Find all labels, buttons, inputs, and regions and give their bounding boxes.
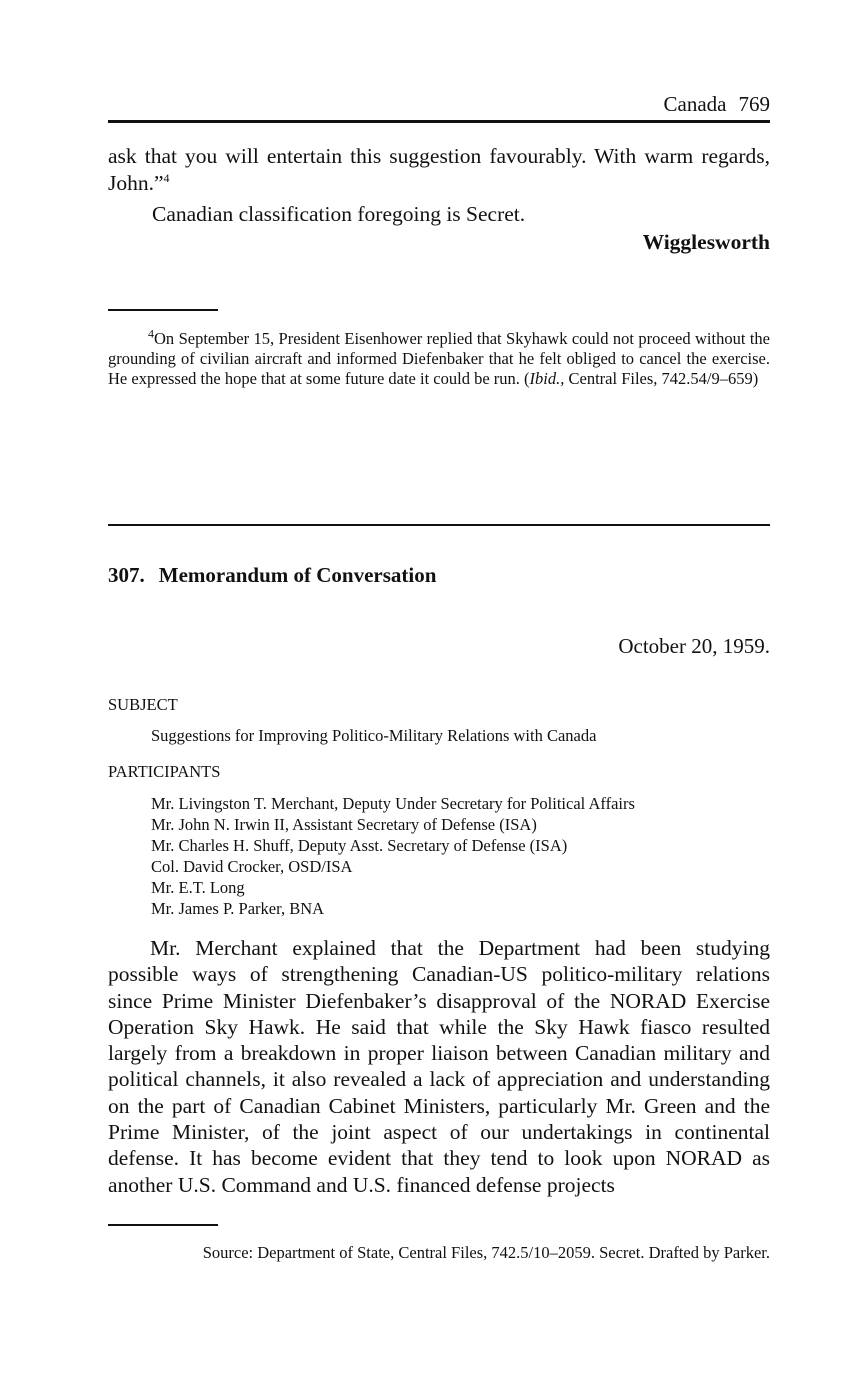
- footnote-marker: 4: [148, 326, 154, 341]
- participant: Mr. E.T. Long: [151, 878, 245, 897]
- source-note-rule: [108, 1224, 218, 1226]
- participant: Mr. John N. Irwin II, Assistant Secretary of Defense (ISA): [151, 815, 537, 834]
- participant: Col. David Crocker, OSD/ISA: [151, 857, 353, 876]
- footnote-4: $^4$On September 15, President Eisenhower replied that Skyhawk could not proceed without the grounding of civilian aircraft and informed Diefenbaker that he felt obliged to cancel the exercise. He expressed the hope that at some future date it could be run. (Ibid., Central Files, 742.54/9–659): [108, 326, 770, 388]
- footnote-italic: Ibid.,: [529, 369, 565, 388]
- document-title: Memorandum of Conversation: [158, 563, 437, 587]
- running-title: Canada: [663, 92, 727, 116]
- signer: Wigglesworth: [642, 230, 770, 254]
- page-number: 769: [738, 92, 770, 116]
- document-number: 307.: [108, 563, 145, 587]
- continuation-text: ask that you will entertain this suggestion favourably. With warm regards, John.”$^4$: [108, 144, 770, 195]
- participants-label: PARTICIPANTS: [108, 762, 221, 781]
- header-rule: [108, 120, 770, 123]
- document-heading: [108, 561, 436, 589]
- footnote-rule: [108, 309, 218, 311]
- subject-label: SUBJECT: [108, 695, 178, 714]
- body-paragraph: Mr. Merchant explained that the Department had been studying possible ways of strengthening Canadian-US politico-military relations since Prime Minister Diefenbaker’s disapproval of the NORAD Exercise Operation Sky Hawk. He said that while the Sky Hawk fiasco resulted largely from a breakdown in proper liaison between Canadian military and political channels, it also revealed a lack of appreciation and understanding on the part of Canadian Cabinet Ministers, particularly Mr. Green and the Prime Minister, of the joint aspect of our undertakings in continental defense. It has become evident that they tend to look upon NORAD as another U.S. Command and U.S. financed defense projects: [108, 936, 770, 1197]
- participant: Mr. Charles H. Shuff, Deputy Asst. Secretary of Defense (ISA): [151, 836, 568, 855]
- classification-line: Canadian classification foregoing is Secret.: [152, 202, 526, 226]
- participant: Mr. James P. Parker, BNA: [151, 899, 325, 918]
- document-separator: [108, 524, 770, 526]
- running-header: [108, 90, 770, 118]
- participant: Mr. Livingston T. Merchant, Deputy Under Secretary for Political Affairs: [151, 794, 635, 813]
- source-note: Source: Department of State, Central Files, 742.5/10–2059. Secret. Drafted by Parker.: [202, 1243, 770, 1262]
- footnote-ref: 4: [163, 170, 170, 185]
- subject-text: Suggestions for Improving Politico-Military Relations with Canada: [151, 726, 597, 745]
- document-date: October 20, 1959.: [618, 634, 770, 658]
- participants-list: [151, 793, 635, 919]
